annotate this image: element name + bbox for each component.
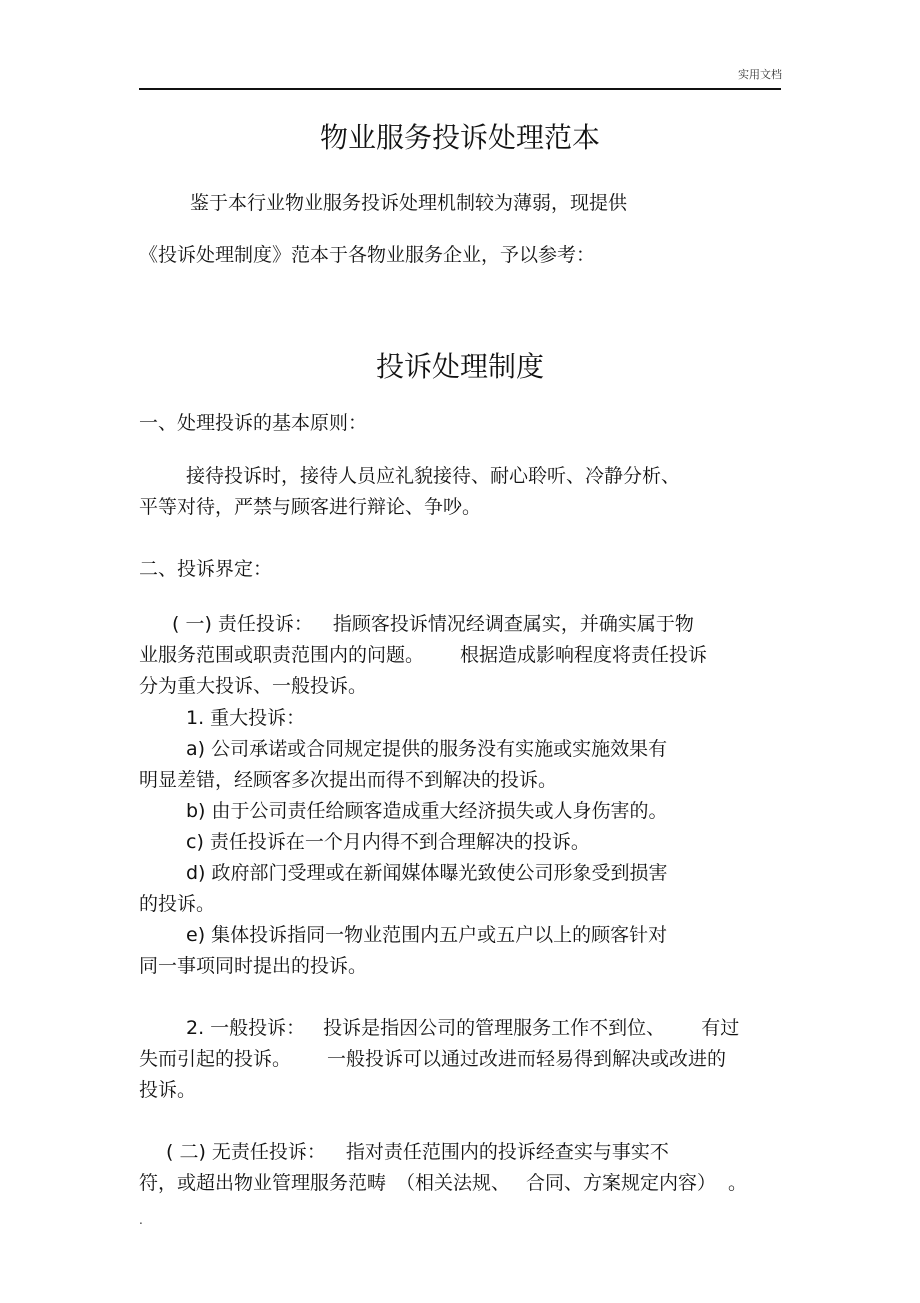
general-complaint-line-2 <box>139 1046 726 1072</box>
general-complaint-line-1 <box>186 1015 739 1041</box>
no-responsibility-text-2c: 合同、方案规定内容） <box>526 1172 717 1194</box>
document-title: 物业服务投诉处理范本 <box>319 121 600 154</box>
major-item-e-line-1: e) 集体投诉指同一物业范围内五户或五户以上的顾客针对 <box>186 924 668 946</box>
major-item-e-line-2: 同一事项同时提出的投诉。 <box>139 955 368 977</box>
section-2-heading: 二、投诉界定： <box>139 558 273 580</box>
footer-mark: . <box>139 1213 143 1227</box>
no-responsibility-text-2a: 符，或超出物业管理服务范畴 <box>139 1172 387 1194</box>
responsibility-text-2b: 根据造成影响程度将责任投诉 <box>460 644 708 666</box>
major-item-c: c) 责任投诉在一个月内得不到合理解决的投诉。 <box>186 831 590 853</box>
header-rule <box>139 88 781 90</box>
general-text-2a: 失而引起的投诉。 <box>139 1048 292 1070</box>
no-responsibility-text-2d: 。 <box>728 1172 748 1194</box>
major-item-d-line-2: 的投诉。 <box>139 893 216 915</box>
no-responsibility-line-2 <box>139 1170 747 1196</box>
intro-line-1: 鉴于本行业物业服务投诉处理机制较为薄弱，现提供 <box>190 192 628 214</box>
no-responsibility-text-1: 指对责任范围内的投诉经查实与事实不 <box>345 1141 669 1163</box>
major-item-b: b) 由于公司责任给顾客造成重大经济损失或人身伤害的。 <box>186 800 668 822</box>
header-label: 实用文档 <box>738 68 782 81</box>
intro-line-2: 《投诉处理制度》范本于各物业服务企业，予以参考： <box>139 244 596 266</box>
no-responsibility-text-2b: （相关法规、 <box>396 1172 511 1194</box>
general-text-1b: 投诉是指因公司的管理服务工作不到位、 <box>323 1017 666 1039</box>
general-complaint-line-3: 投诉。 <box>139 1079 197 1101</box>
section-1-line-2: 平等对待，严禁与顾客进行辩论、争吵。 <box>139 496 482 518</box>
section-1-line-1: 接待投诉时，接待人员应礼貌接待、耐心聆听、冷静分析、 <box>186 465 681 487</box>
responsibility-text-1: 指顾客投诉情况经调查属实，并确实属于物 <box>332 613 694 635</box>
general-text-1c: 有过 <box>701 1017 740 1039</box>
responsibility-text-2a: 业服务范围或职责范围内的问题。 <box>139 644 425 666</box>
general-text-2b: 一般投诉可以通过改进而轻易得到解决或改进的 <box>327 1048 727 1070</box>
responsibility-para-line-3: 分为重大投诉、一般投诉。 <box>139 675 368 697</box>
responsibility-label: ( 一) 责任投诉： <box>172 613 313 635</box>
major-item-a-line-2: 明显差错，经顾客多次提出而得不到解决的投诉。 <box>139 769 558 791</box>
no-responsibility-line-1 <box>166 1139 669 1165</box>
major-complaint-heading: 1. 重大投诉： <box>186 707 306 729</box>
major-item-a-line-1: a) 公司承诺或合同规定提供的服务没有实施或实施效果有 <box>186 738 668 760</box>
section-1-heading: 一、处理投诉的基本原则： <box>139 412 368 434</box>
major-item-d-line-1: d) 政府部门受理或在新闻媒体曝光致使公司形象受到损害 <box>186 862 668 884</box>
responsibility-para-line-2 <box>139 642 707 668</box>
general-complaint-label: 2. 一般投诉： <box>186 1017 306 1039</box>
no-responsibility-label: ( 二) 无责任投诉： <box>166 1141 326 1163</box>
responsibility-para-line-1 <box>172 611 694 637</box>
section-subtitle: 投诉处理制度 <box>375 350 544 383</box>
